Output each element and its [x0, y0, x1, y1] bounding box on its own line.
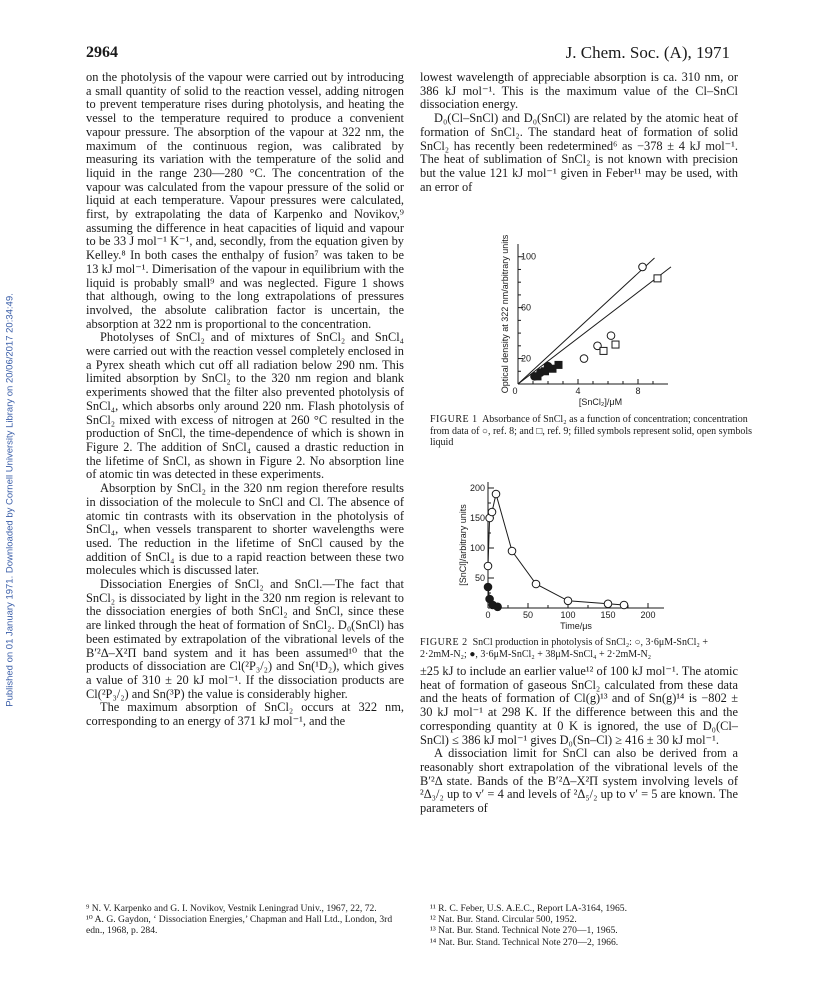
x-tick-label: 150 [600, 610, 616, 620]
figure-2-caption-text: SnCl production in photolysis of SnCl₂: ○, 3·6μM-SnCl₂ + 2·2mM-N₂; ●, 3·6μM-SnCl₂ + 38μM-SnCl₄ + 2·2mM-N₂ [420, 637, 709, 660]
footnotes-right [430, 903, 740, 948]
paragraph: A dissociation limit for SnCl can also be derived from a reasonably short extrapolation of the vibrational levels of the B′²Δ state. Bands of the B′²Δ–X²Π system involving levels of ²Δ₃/₂ up to v′ = 4 and levels of ²Δ₅/₂ up to v′ = 5 are known. The parameters of [420, 746, 738, 816]
data-point-circle [639, 263, 647, 271]
fit-line [518, 258, 655, 384]
page-number: 2964 [86, 44, 118, 61]
data-point-square [654, 275, 661, 282]
data-point-circle [488, 508, 496, 516]
footnote: ⁹ N. V. Karpenko and G. I. Novikov, Vestnik Leningrad Univ., 1967, 22, 72. [86, 903, 377, 914]
y-axis-label: [SnCl]/arbitrary units [458, 504, 468, 586]
x-tick-label: 100 [560, 610, 576, 620]
y-tick-label: 20 [521, 353, 532, 364]
data-point-circle [580, 355, 588, 363]
footnote: ¹³ Nat. Bur. Stand. Technical Note 270—1, 1965. [430, 925, 618, 937]
data-point-circle [492, 490, 500, 498]
y-tick-label: 100 [521, 251, 537, 262]
y-tick-label: 200 [469, 483, 485, 493]
footnote: ¹¹ R. C. Feber, U.S. A.E.C., Report LA-3164, 1965. [430, 903, 627, 914]
y-tick-label: 150 [469, 513, 485, 523]
x-axis-label: [SnCl₂]/μM [578, 397, 623, 407]
paragraph: ±25 kJ to include an earlier value¹² of 100 kJ mol⁻¹. The atomic heat of formation of gaseous SnCl₂ calculated from these data and the heats of formation of Cl(g)¹³ and of Sn(g)¹⁴ is −802 ± 30 kJ mol⁻¹ at 298 K. If the difference between this and the corresponding quantity at 0 K is ignored, the use of D₀(Cl–SnCl) ≤ 386 kJ mol⁻¹ gives D₀(Sn–Cl) ≥ 416 ± 30 kJ mol⁻¹. [420, 664, 738, 747]
figure-2-label: FIGURE 2 [420, 637, 468, 648]
figure-1-chart [420, 228, 738, 413]
figure-1-caption-text: Absorbance of SnCl₂ as a function of concentration; concentration from data of ○, ref. 8; and □, ref. 9; filled symbols represent solid, open symbols liquid [430, 414, 753, 448]
data-point-circle [532, 580, 540, 588]
left-column [86, 71, 404, 729]
right-column-bottom [420, 665, 738, 816]
y-tick-label: 50 [474, 573, 485, 583]
x-tick-label: 0 [485, 610, 491, 620]
data-point-circle [604, 600, 612, 608]
origin-label: 0 [512, 386, 518, 396]
paragraph: on the photolysis of the vapour were carried out by introducing a small quantity of solid to the reaction vessel, adding nitrogen to prevent temperature rises during photolysis, and heating the vessel to the temperature required to produce a convenient vapour pressure. The absorption of the vapour at 322 nm, the maximum of the continuous region, was calibrated by measuring its variation with the temperature of the solid and liquid in the range 230—280 °C. The concentration of the vapour was calculated from the vapour pressure of the solid or liquid at each temperature. Vapour pressures were calculated, first, by extrapolating the data of Karpenko and Novikov,⁹ assuming the difference in heat capacities of liquid and vapour to be 33 J mol⁻¹ K⁻¹, and, secondly, from the equation given by Kelley.⁸ In both cases the enthalpy of fusion⁷ was taken to be 13 kJ mol⁻¹. Dimerisation of the vapour in equilibrium with the liquid is probably small⁹ and was neglected. Figure 1 shows that although, owing to the long extrapolations of pressures involved, the absolute calibration factor is uncertain, the absorption at 322 nm is proportional to the concentration. [86, 70, 404, 331]
y-axis-label: Optical density at 322 nm/arbitrary units [500, 234, 510, 394]
data-point-circle [494, 603, 502, 611]
paragraph: The maximum absorption of SnCl₂ occurs at 322 nm, corresponding to an energy of 371 kJ mol⁻¹, and the [86, 700, 404, 729]
figure-1-label: FIGURE 1 [430, 414, 478, 425]
footnote: ¹² Nat. Bur. Stand. Circular 500, 1952. [430, 914, 577, 926]
data-point-square [534, 373, 541, 380]
right-column-top [420, 71, 738, 194]
paragraph: D₀(Cl–SnCl) and D₀(SnCl) are related by the atomic heat of formation of SnCl₂. The standard heat of formation of solid SnCl₂ has recently been redetermined⁶ as −378 ± 4 kJ mol⁻¹. The heat of sublimation of SnCl₂ is not known with precision but the value 121 kJ mol⁻¹ given in Feber¹¹ may be used, with an error of [420, 111, 738, 194]
y-tick-label: 60 [521, 302, 532, 313]
x-tick-label: 8 [635, 386, 641, 396]
data-point-circle [484, 562, 492, 570]
data-point-circle [484, 583, 492, 591]
data-point-square [600, 347, 607, 354]
data-point-square [542, 368, 549, 375]
paragraph: Absorption by SnCl₂ in the 320 nm region therefore results in dissociation of the molecule to SnCl and Cl. The absence of atomic tin contrasts with its observation in the photolysis of SnCl₄, when vessels transparent to shorter wavelengths were used. The reduction in the lifetime of SnCl caused by the addition of SnCl₄ is due to a rapid reaction between these two molecules which is discussed later. [86, 481, 404, 578]
data-point-circle [508, 547, 516, 555]
figure-2-chart [420, 472, 738, 642]
download-watermark: Published on 01 January 1971. Downloaded by Cornell University Library on 20/06/2017 20:34:49. [4, 293, 16, 707]
figure-1-svg [420, 228, 738, 413]
data-point-circle [607, 332, 615, 340]
x-tick-label: 4 [575, 386, 581, 396]
x-tick-label: 200 [640, 610, 656, 620]
paragraph: Dissociation Energies of SnCl₂ and SnCl.—The fact that SnCl₂ is dissociated by light in the 320 nm region is relevant to the dissociation energies of both SnCl₂ and SnCl, since these are linked through the heat of formation of SnCl₂. D₀(SnCl) has been estimated by extrapolation of the vibrational levels of the B′²Δ–X²Π band system and it has been assumed¹⁰ that the products of dissociation are Cl(²P₃/₂) and Sn(¹D₂), which gives a value of 310 ± 20 kJ mol⁻¹. If the dissociation products are Cl(²P₃/₂) and Sn(³P) the value is considerably higher. [86, 577, 404, 701]
figure-2-caption [420, 637, 742, 660]
journal-title: J. Chem. Soc. (A), 1971 [565, 43, 730, 62]
paragraph: lowest wavelength of appreciable absorption is ca. 310 nm, or 386 kJ mol⁻¹. This is the maximum value of the Cl–SnCl dissociation energy. [420, 70, 738, 112]
footnote: ¹⁰ A. G. Gaydon, ‘ Dissociation Energies,’ Chapman and Hall Ltd., London, 3rd edn., 1968, p. 284. [86, 914, 393, 937]
data-point-circle [564, 597, 572, 605]
data-point-square [612, 341, 619, 348]
data-point-circle [620, 601, 628, 609]
x-tick-label: 50 [522, 610, 534, 620]
y-tick-label: 100 [469, 543, 485, 553]
x-axis-label: Time/μs [560, 621, 592, 631]
footnotes-left [86, 903, 404, 937]
fit-line [518, 267, 671, 384]
footnote: ¹⁴ Nat. Bur. Stand. Technical Note 270—2, 1966. [430, 936, 619, 948]
data-point-square [555, 361, 562, 368]
figure-2-svg [420, 472, 738, 642]
paragraph: Photolyses of SnCl₂ and of mixtures of SnCl₂ and SnCl₄ were carried out with the reaction vessel completely enclosed in a Pyrex sheath which cut off all radiation below 290 nm. This limited absorption by SnCl₂ to the 320 nm region and blank experiments showed that the filter also prevented photolysis of SnCl₄, which absorbs only around 220 nm. Flash photolysis of SnCl₂ mixed with excess of nitrogen at 260 °C resulted in the production of SnCl, the time-dependence of which is shown in Figure 2. The addition of SnCl₄ caused a drastic reduction in the lifetime of SnCl, as shown in Figure 2. No absorption line of atomic tin was detected in these experiments. [86, 330, 404, 482]
figure-1-caption [430, 414, 760, 449]
